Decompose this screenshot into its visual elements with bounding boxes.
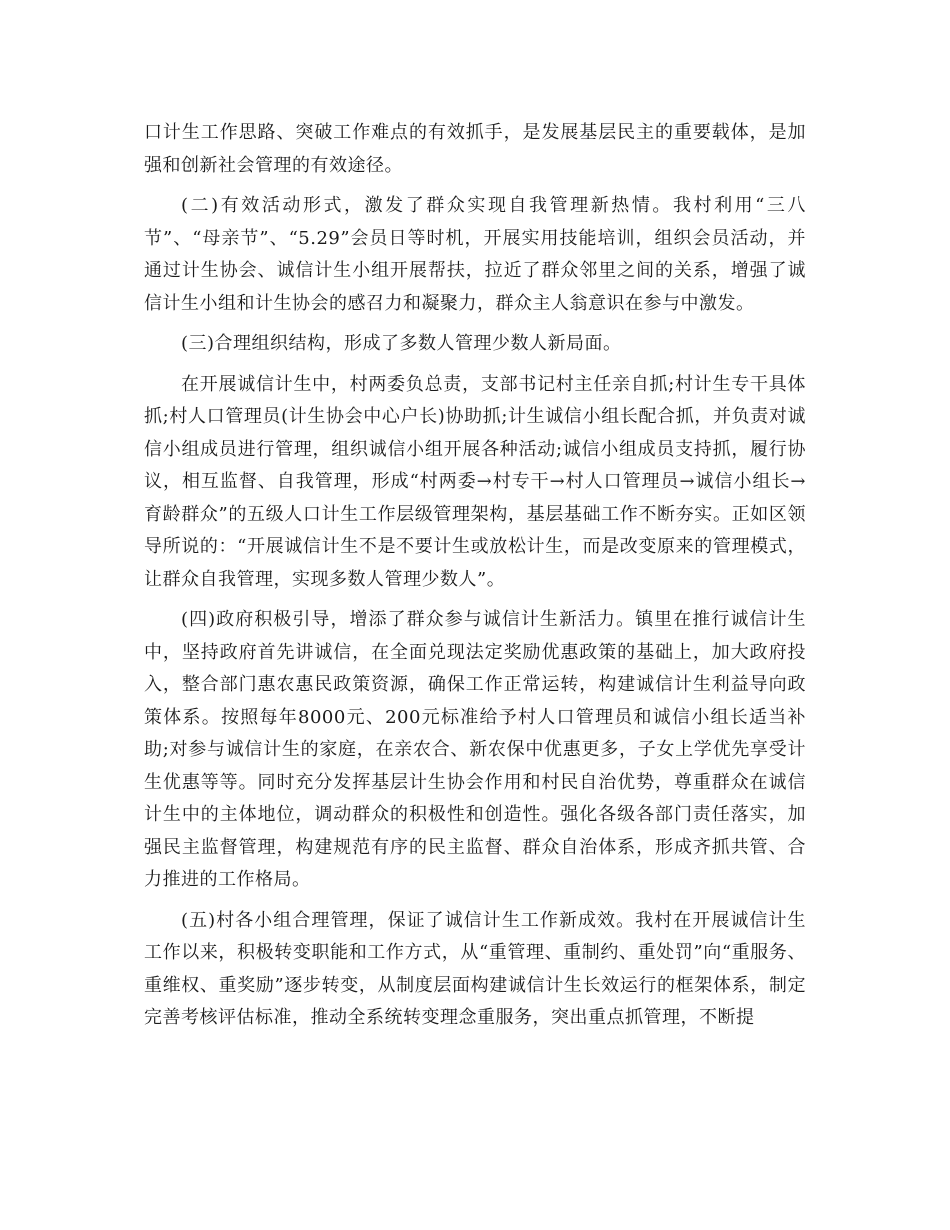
- document-body: [144, 117, 806, 1035]
- paragraph-section-4: (四)政府积极引导，增添了群众参与诚信计生新活力。镇里在推行诚信计生中，坚持政府首先讲诚信，在全面兑现法定奖励优惠政策的基础上，加大政府投入，整合部门惠农惠民政策资源，确保工作正常运转，构建诚信计生利益导向政策体系。按照每年8000元、200元标准给予村人口管理员和诚信小组长适当补助;对参与诚信计生的家庭，在亲农合、新农保中优惠更多，子女上学优先享受计生优惠等等。同时充分发挥基层计生协会作用和村民自治优势，尊重群众在诚信计生中的主体地位，调动群众的积极性和创造性。强化各级各部门责任落实，加强民主监督管理，构建规范有序的民主监督、群众自治体系，形成齐抓共管、合力推进的工作格局。: [144, 609, 806, 890]
- paragraph-section-2: (二)有效活动形式，激发了群众实现自我管理新热情。我村利用“三八节”、“母亲节”、“5.29”会员日等时机，开展实用技能培训，组织会员活动，并通过计生协会、诚信计生小组开展帮扶，拉近了群众邻里之间的关系，增强了诚信计生小组和计生协会的感召力和凝聚力，群众主人翁意识在参与中激发。: [144, 195, 806, 314]
- paragraph-section-3-body: 在开展诚信计生中，村两委负总责，支部书记村主任亲自抓;村计生专干具体抓;村人口管理员(计生协会中心户长)协助抓;计生诚信小组长配合抓，并负责对诚信小组成员进行管理，组织诚信小组开展各种活动;诚信小组成员支持抓，履行协议，相互监督、自我管理，形成“村两委→村专干→村人口管理员→诚信小组长→育龄群众”的五级人口计生工作层级管理架构，基层基础工作不断夯实。正如区领导所说的：“开展诚信计生不是不要计生或放松计生，而是改变原来的管理模式，让群众自我管理，实现多数人管理少数人”。: [144, 373, 806, 590]
- paragraph-section-5: (五)村各小组合理管理，保证了诚信计生工作新成效。我村在开展诚信计生工作以来，积极转变职能和工作方式，从“重管理、重制约、重处罚”向“重服务、重维权、重奖励”逐步转变，从制度层面构建诚信计生长效运行的框架体系，制定完善考核评估标准，推动全系统转变理念重服务，突出重点抓管理，不断提: [144, 909, 806, 1028]
- paragraph-section-3-heading: (三)合理组织结构，形成了多数人管理少数人新局面。: [181, 333, 622, 354]
- paragraph-continuation: 口计生工作思路、突破工作难点的有效抓手，是发展基层民主的重要载体，是加强和创新社会管理的有效途径。: [144, 122, 806, 176]
